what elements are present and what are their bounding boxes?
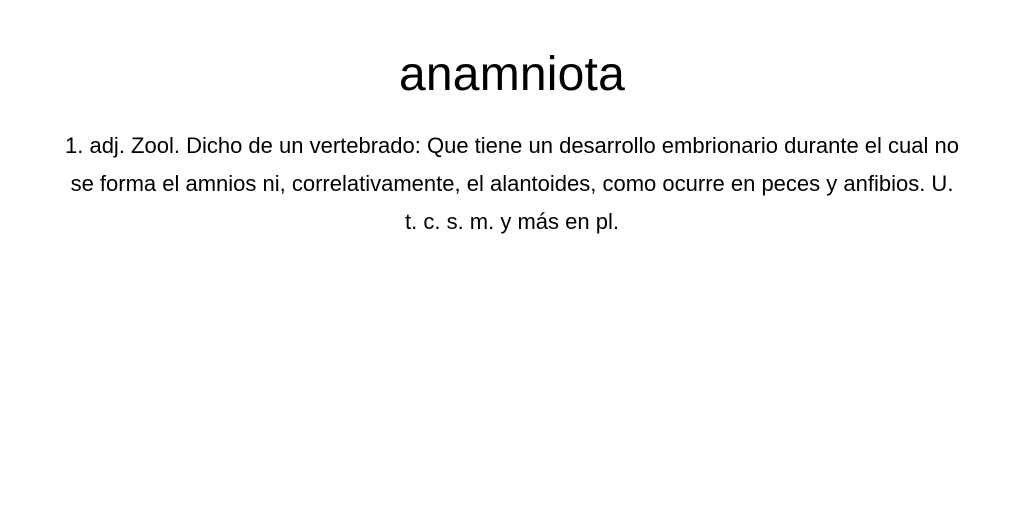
definition-text: 1. adj. Zool. Dicho de un vertebrado: Que tiene un desarrollo embrionario durante el cual no se forma el amnios ni, correlativamente, el alantoides, como ocurre en peces y anfibios. U. t. c. s. m. y más en pl. — [65, 133, 959, 234]
headword-title: anamniota — [399, 48, 625, 101]
